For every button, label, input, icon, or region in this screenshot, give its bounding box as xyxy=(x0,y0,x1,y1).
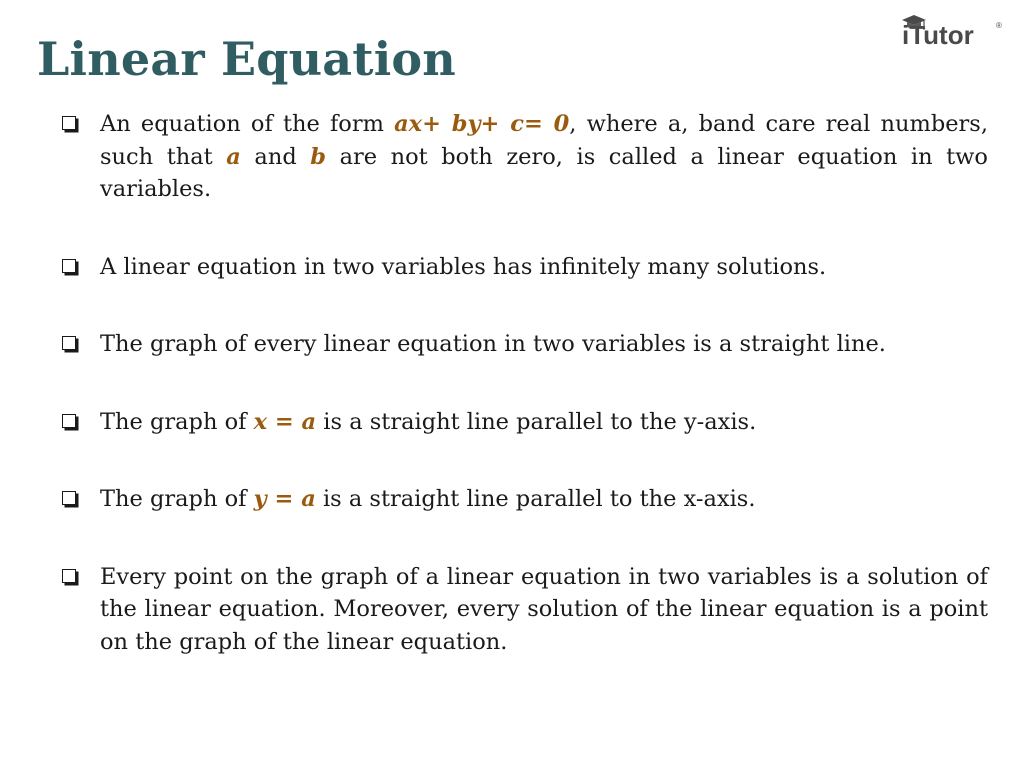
bullet-list xyxy=(62,108,988,658)
variable-a-highlight: a xyxy=(226,143,241,170)
checkbox-icon xyxy=(62,116,76,130)
checkbox-icon xyxy=(62,569,76,583)
bullet-text: The graph of y = a is a straight line parallel to the x-axis. xyxy=(100,486,756,512)
bullet-text: A linear equation in two variables has infinitely many solutions. xyxy=(100,253,827,280)
slide-title: Linear Equation xyxy=(37,32,456,86)
bullet-text: An equation of the form ax+ by+ c= 0, where a, band care real numbers, such that a and b are not both zero, is called a linear equation in two variables. xyxy=(100,111,988,202)
bullet-text: Every point on the graph of a linear equation in two variables is a solution of the linear equation. Moreover, every solution of the linear equation is a point on the graph of the linear equation. xyxy=(100,563,988,655)
equation-highlight: ax+ by+ c= 0 xyxy=(394,111,570,137)
logo-text: iTutor xyxy=(902,20,974,50)
checkbox-icon xyxy=(62,491,76,505)
equation-highlight: x = a xyxy=(253,408,317,435)
bullet-item xyxy=(62,561,988,659)
bullet-item xyxy=(62,328,988,361)
checkbox-icon xyxy=(62,414,76,428)
graduation-cap-icon xyxy=(896,10,1006,50)
itutor-logo xyxy=(896,10,1006,50)
bullet-item xyxy=(62,483,988,516)
bullet-text: The graph of every linear equation in two variables is a straight line. xyxy=(100,331,886,357)
equation-highlight: y = a xyxy=(253,486,316,512)
variable-b-highlight: b xyxy=(310,143,327,170)
checkbox-icon xyxy=(62,336,76,350)
logo-registered-mark: ® xyxy=(996,21,1002,30)
bullet-item xyxy=(62,251,988,284)
bullet-text: The graph of x = a is a straight line parallel to the y-axis. xyxy=(100,408,757,435)
bullet-item xyxy=(62,108,988,206)
bullet-item xyxy=(62,406,988,439)
checkbox-icon xyxy=(62,259,76,273)
